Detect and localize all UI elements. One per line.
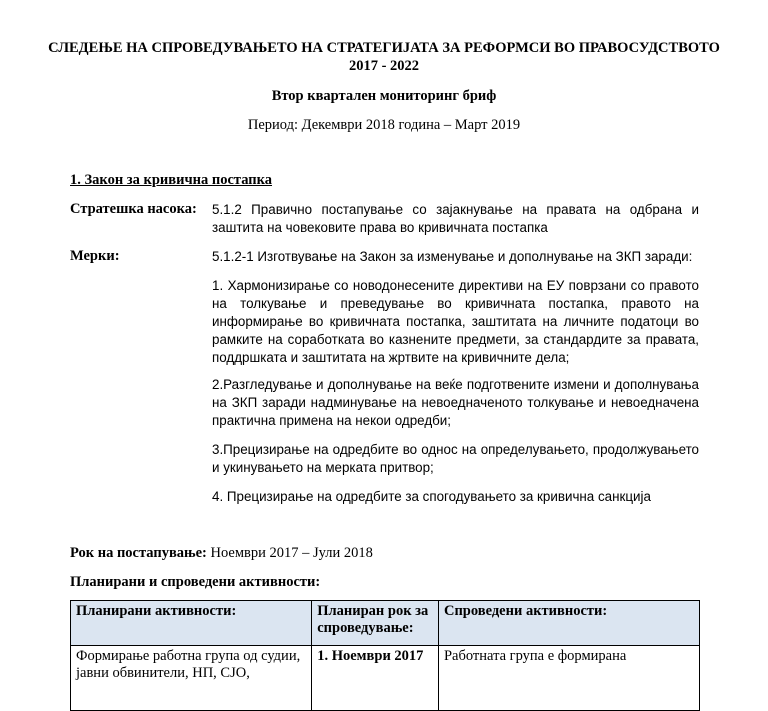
strategic-text: 5.1.2 Правично постапување со зајакнување на правата на одбрана и заштита на човековите права во кривичната постапка <box>212 202 699 235</box>
deadline-value: Ноември 2017 – Јули 2018 <box>210 545 373 561</box>
activities-heading: Планирани и спроведени активности: <box>70 574 321 590</box>
cell-deadline: 1. Ноември 2017 <box>312 646 439 711</box>
measure-3: 3.Прецизирање на одредбите во однос на определувањето, продолжувањето и укинувањето на мерката притвор; <box>212 442 699 475</box>
activities-table <box>70 600 700 711</box>
strategic-label: Стратешка насока: <box>70 201 197 217</box>
header-deadline: Планиран рок за спроведување: <box>312 601 439 646</box>
doc-title-line2: 2017 - 2022 <box>348 58 420 74</box>
table-header-row <box>71 601 700 646</box>
doc-subtitle: Втор квартален мониторинг бриф <box>271 88 497 104</box>
cell-done: Работната група е формирана <box>438 646 699 711</box>
cell-planned: Формирање работна група од судии, јавни обвинители, НП, СЈО, <box>71 646 312 711</box>
measure-1: 1. Хармонизирање со новодонесените директиви на ЕУ поврзани со правото на толкување и преведување во кривичната постапка, правото на информирање во кривичната постапка, заштитата на личните податоци во рамките на соработката во казнените предмети, за стандардите за правата, поддршката и заштитата на жртвите на кривичните дела; <box>212 278 699 365</box>
section-heading: 1. Закон за кривична постапка <box>70 172 273 188</box>
deadline-label: Рок на постапување: <box>70 545 207 561</box>
measures-intro: 5.1.2-1 Изготвување на Закон за изменување и дополнување на ЗКП заради: <box>212 249 693 264</box>
table-row <box>71 646 700 711</box>
measure-2: 2.Разгледување и дополнување на веќе подготвените измени и дополнувања на ЗКП заради надминување на невоедначеното толкување и невоедначена практична примена на некои одредби; <box>212 377 699 428</box>
header-done: Спроведени активности: <box>438 601 699 646</box>
doc-title-line1: СЛЕДЕЊЕ НА СПРОВЕДУВАЊЕТО НА СТРАТЕГИЈАТА ЗА РЕФОРМСИ ВО ПРАВОСУДСТВОТО <box>48 40 720 56</box>
deadline-line <box>70 545 373 562</box>
measure-4: 4. Прецизирање на одредбите за спогодувањето за кривична санкција <box>212 489 651 504</box>
header-planned: Планирани активности: <box>71 601 312 646</box>
measures-label: Мерки: <box>70 248 120 264</box>
doc-period: Период: Декември 2018 година – Март 2019 <box>247 117 521 133</box>
